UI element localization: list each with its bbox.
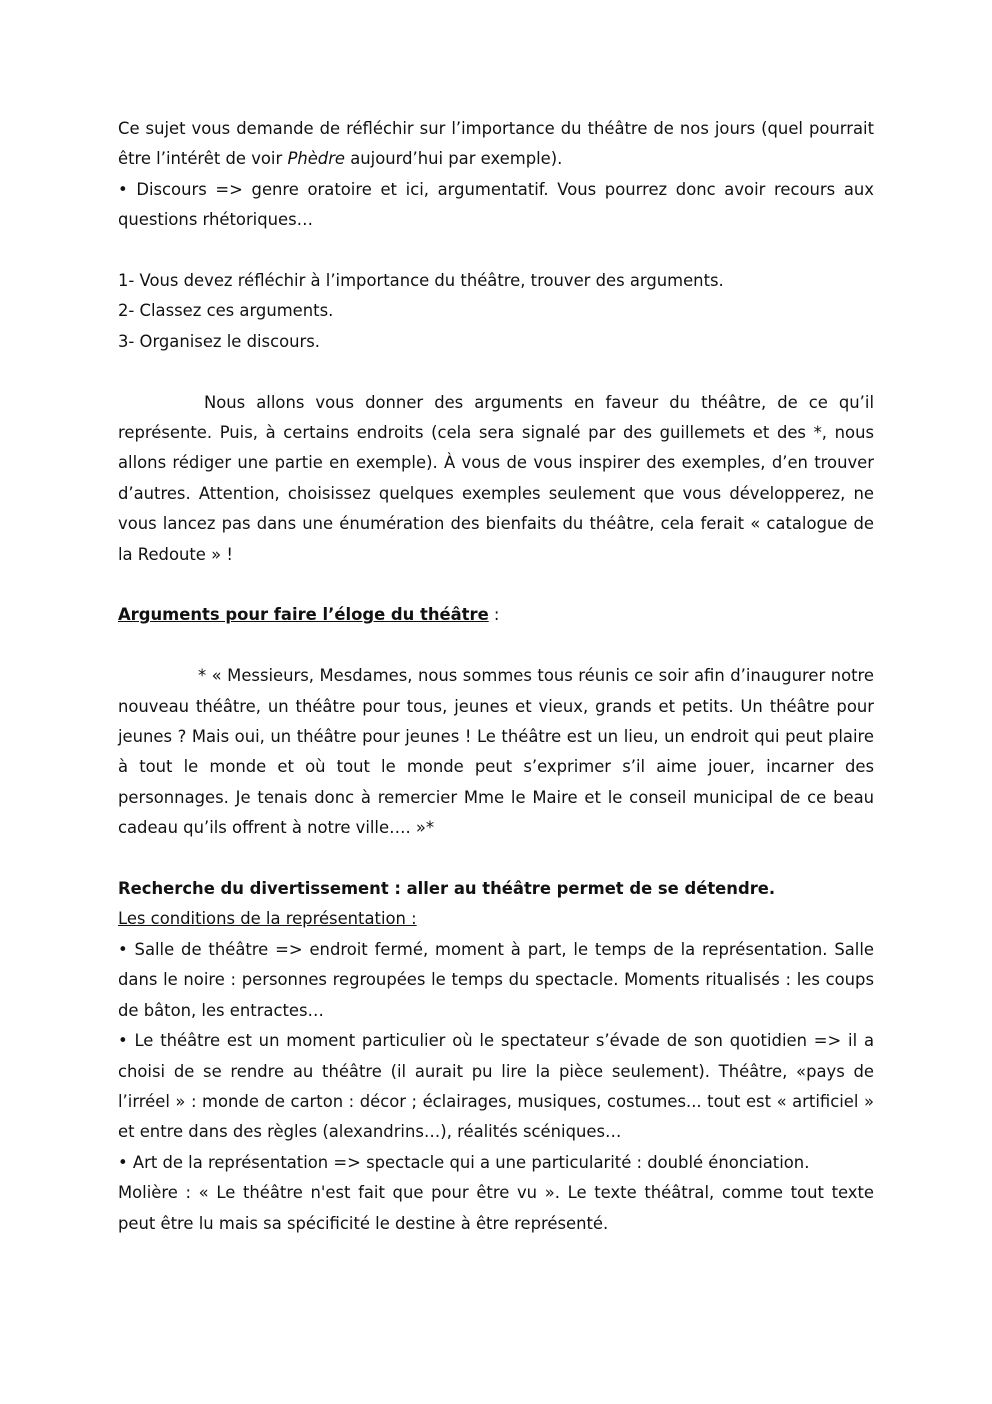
spacer bbox=[118, 844, 874, 874]
section-subheading-text: Les conditions de la représentation : bbox=[118, 909, 417, 929]
arguments-heading-title: Arguments pour faire l’éloge du théâtre bbox=[118, 605, 489, 625]
intro-paragraph bbox=[118, 114, 874, 175]
arguments-heading bbox=[118, 600, 874, 630]
speech-example-paragraph: * « Messieurs, Mesdames, nous sommes tous réunis ce soir afin d’inaugurer notre nouveau théâtre, un théâtre pour tous, jeunes et vieux, grands et petits. Un théâtre pour jeunes ? Mais oui, un théâtre pour jeunes ! Le théâtre est un lieu, un endroit qui peut plaire à tout le monde et où tout le monde peut s’exprimer s’il aime jouer, incarner des personnages. Je tenais donc à remercier Mme le Maire et le conseil municipal de ce beau cadeau qu’ils offrent à notre ville…. »* bbox=[118, 666, 874, 838]
intro-text-before: Ce sujet vous demande de réfléchir sur l’importance du théâtre de nos jours (quel pourrait être l’intérêt de voir bbox=[118, 119, 874, 169]
step-3: 3- Organisez le discours. bbox=[118, 331, 320, 351]
section-heading: Recherche du divertissement : aller au théâtre permet de se détendre. bbox=[118, 879, 776, 899]
intro-text-after: aujourd’hui par exemple). bbox=[345, 149, 563, 169]
spacer bbox=[118, 570, 874, 600]
bullet-salle: • Salle de théâtre => endroit fermé, moment à part, le temps de la représentation. Salle dans le noire : personnes regroupées le temps du spectacle. Moments ritualisés : les coups de bâton, les entractes… bbox=[118, 939, 874, 1020]
bullet-discours: • Discours => genre oratoire et ici, argumentatif. Vous pourrez donc avoir recours aux questions rhétoriques… bbox=[118, 179, 874, 230]
step-1: 1- Vous devez réfléchir à l’importance du théâtre, trouver des arguments. bbox=[118, 271, 724, 291]
explanation-paragraph: Nous allons vous donner des arguments en faveur du théâtre, de ce qu’il représente. Puis, à certains endroits (cela sera signalé par des guillemets et des *, nous allons rédiger une partie en exemple). À vous de vous inspirer des exemples, d’en trouver d’autres. Attention, choisissez quelques exemples seulement que vous développerez, ne vous lancez pas dans une énumération des bienfaits du théâtre, cela ferait « catalogue de la Redoute » ! bbox=[118, 392, 874, 564]
bullet-art-representation: • Art de la représentation => spectacle qui a une particularité : doublé énonciation. bbox=[118, 1152, 810, 1172]
arguments-heading-suffix: : bbox=[488, 605, 500, 625]
play-title-phedre: Phèdre bbox=[287, 149, 346, 169]
spacer bbox=[118, 236, 874, 266]
moliere-quote-paragraph: Molière : « Le théâtre n'est fait que pour être vu ». Le texte théâtral, comme tout texte peut être lu mais sa spécificité le destine à être représenté. bbox=[118, 1183, 874, 1233]
document-page bbox=[118, 114, 874, 1239]
step-2: 2- Classez ces arguments. bbox=[118, 301, 334, 321]
bullet-moment-particulier: • Le théâtre est un moment particulier où le spectateur s’évade de son quotidien => il a choisi de se rendre au théâtre (il aurait pu lire la pièce seulement). Théâtre, «pays de l’irréel » : monde de carton : décor ; éclairages, musiques, costumes... tout est « artificiel » et entre dans des règles (alexandrins…), réalités scéniques… bbox=[118, 1031, 874, 1142]
spacer bbox=[118, 357, 874, 387]
spacer bbox=[118, 631, 874, 661]
section-subheading bbox=[118, 904, 874, 934]
